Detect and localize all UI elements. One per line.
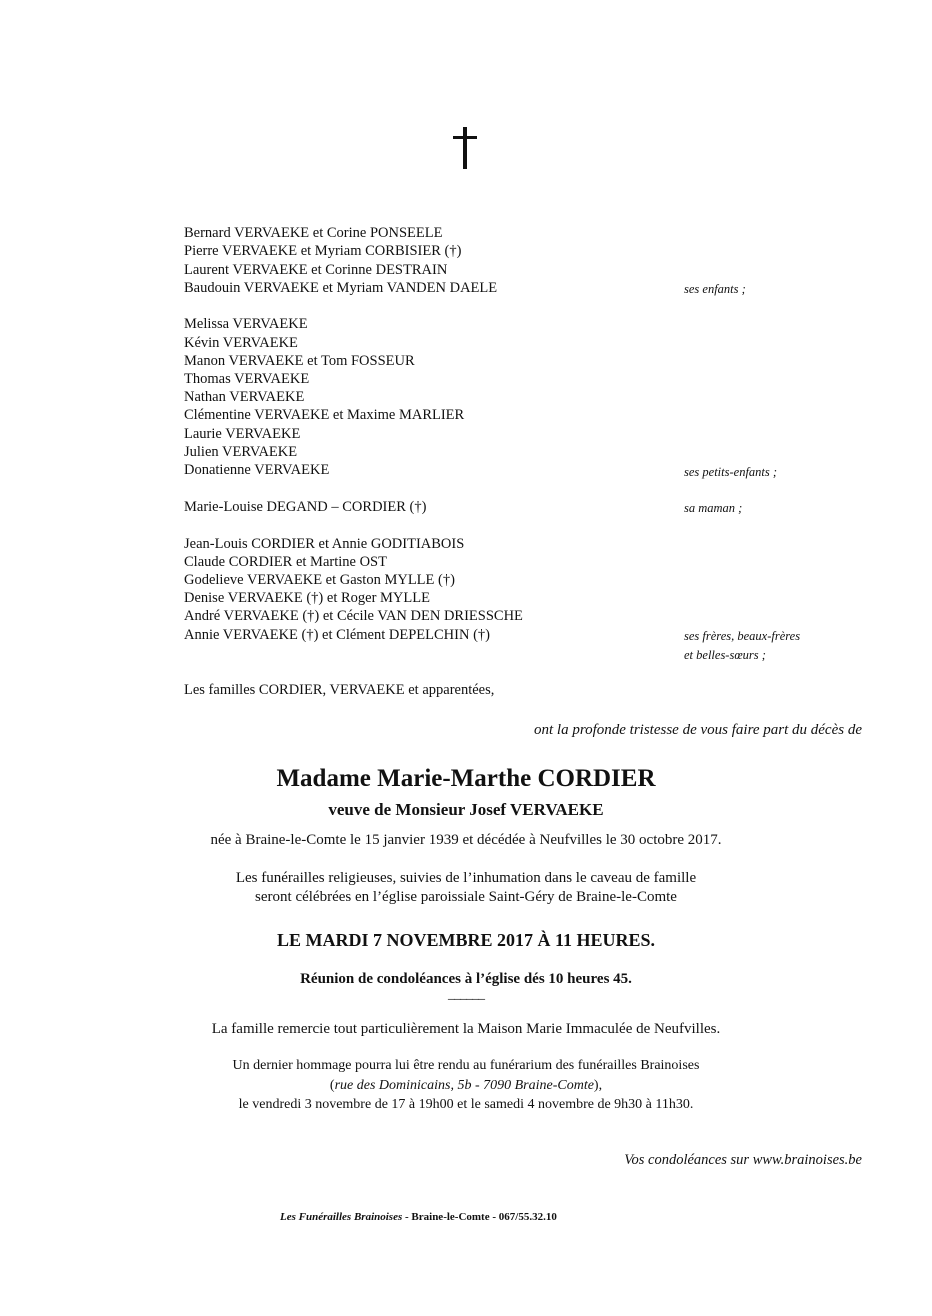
thanks-line: La famille remercie tout particulièrement la Maison Marie Immaculée de Neufvilles.: [211, 1021, 721, 1037]
deceased-name: Madame Marie-Marthe CORDIER: [276, 765, 656, 792]
sibling-line: Jean-Louis CORDIER et Annie GODITIABOIS: [184, 536, 465, 552]
tribute-address-line: (rue des Dominicains, 5b - 7090 Braine-Comte),: [329, 1078, 603, 1093]
funeral-line: Les funérailles religieuses, suivies de l’inhumation dans le caveau de famille: [235, 870, 697, 886]
tribute-line: le vendredi 3 novembre de 17 à 19h00 et le samedi 4 novembre de 9h30 à 11h30.: [238, 1097, 694, 1112]
sibling-line: Claude CORDIER et Martine OST: [184, 554, 387, 570]
grandchild-line: Kévin VERVAEKE: [184, 335, 298, 351]
grandchild-line: Laurie VERVAEKE: [184, 426, 301, 442]
sibling-line: Godelieve VERVAEKE et Gaston MYLLE (†): [184, 572, 455, 588]
online-condolences: Vos condoléances sur www.brainoises.be: [624, 1152, 862, 1168]
grandchild-line: Julien VERVAEKE: [184, 444, 298, 460]
widow-of: veuve de Monsieur Josef VERVAEKE: [328, 800, 604, 819]
grandchild-line: Donatienne VERVAEKE: [184, 462, 330, 478]
announcement: ont la profonde tristesse de vous faire part du décès de: [533, 722, 862, 738]
separator: ______: [448, 987, 484, 1002]
children-relation: ses enfants ;: [684, 282, 746, 296]
condolences-meeting: Réunion de condoléances à l’église dés 10 heures 45.: [300, 971, 632, 987]
footer: [280, 1211, 557, 1223]
birth-death: née à Braine-le-Comte le 15 janvier 1939 et décédée à Neufvilles le 30 octobre 2017.: [210, 832, 722, 848]
child-line: Pierre VERVAEKE et Myriam CORBISIER (†): [184, 243, 462, 259]
tribute-line: Un dernier hommage pourra lui être rendu au funérarium des funérailles Brainoises: [232, 1058, 700, 1073]
funeral-line: seront célébrées en l’église paroissiale Saint-Géry de Braine-le-Comte: [255, 889, 677, 905]
child-line: Bernard VERVAEKE et Corine PONSEELE: [184, 225, 443, 241]
footer-contact: - Braine-le-Comte - 067/55.32.10: [402, 1211, 557, 1223]
siblings-relation: et belles-sœurs ;: [684, 648, 766, 662]
mother-line: Marie-Louise DEGAND – CORDIER (†): [184, 499, 427, 515]
sibling-line: Denise VERVAEKE (†) et Roger MYLLE: [184, 590, 430, 606]
grandchild-line: Melissa VERVAEKE: [184, 316, 308, 332]
grandchild-line: Nathan VERVAEKE: [184, 389, 305, 405]
child-line: Baudouin VERVAEKE et Myriam VANDEN DAELE: [184, 280, 498, 296]
grandchild-line: Manon VERVAEKE et Tom FOSSEUR: [184, 353, 415, 369]
grandchild-line: Thomas VERVAEKE: [184, 371, 310, 387]
grandchildren-relation: ses petits-enfants ;: [684, 465, 778, 479]
tribute-address: rue des Dominicains, 5b - 7090 Braine-Comte: [334, 1078, 594, 1093]
siblings-relation: ses frères, beaux-frères: [684, 629, 801, 643]
child-line: Laurent VERVAEKE et Corinne DESTRAIN: [184, 262, 448, 278]
mother-relation: sa maman ;: [684, 501, 743, 515]
sibling-line: Annie VERVAEKE (†) et Clément DEPELCHIN (†): [184, 627, 490, 643]
sibling-line: André VERVAEKE (†) et Cécile VAN DEN DRIESSCHE: [184, 608, 523, 624]
funeral-date: LE MARDI 7 NOVEMBRE 2017 À 11 HEURES.: [276, 930, 656, 950]
footer-company: Les Funérailles Brainoises: [280, 1211, 403, 1223]
grandchild-line: Clémentine VERVAEKE et Maxime MARLIER: [184, 407, 465, 423]
families-line: Les familles CORDIER, VERVAEKE et apparentées,: [184, 682, 495, 698]
cross-icon: [450, 127, 480, 171]
